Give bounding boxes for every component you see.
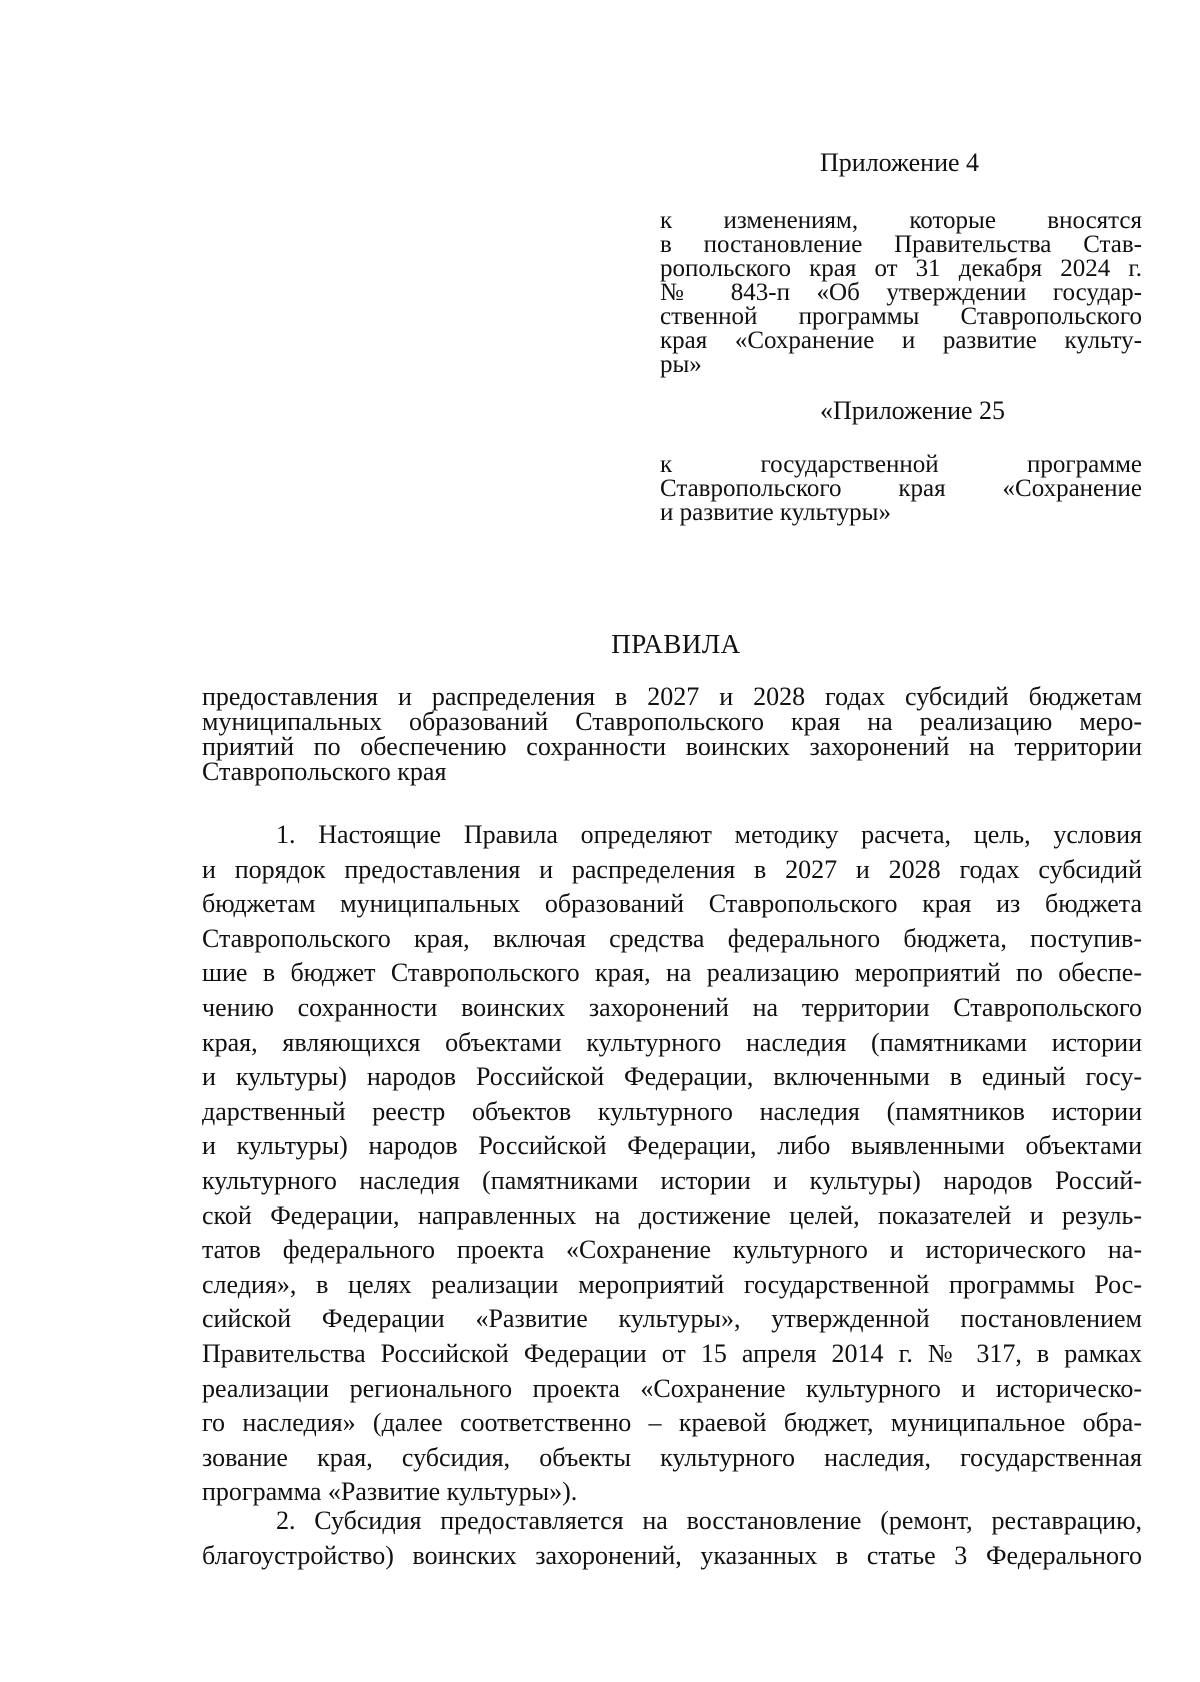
- appendix-reference-line: края «Сохранение и развитие культу-: [660, 327, 1142, 354]
- paragraph-line: края, являющихся объектами культурного наследия (памятниками истории: [202, 1027, 1142, 1057]
- subtitle-line: муниципальных образований Ставропольского края на реализацию меро-: [202, 707, 1142, 736]
- paragraph-line: бюджетам муниципальных образований Ставропольского края из бюджета: [202, 889, 1142, 919]
- sub-appendix-reference-line: и развитие культуры»: [660, 499, 891, 526]
- paragraph-line: программа «Развитие культуры»).: [202, 1477, 578, 1507]
- sub-appendix-reference-line: Ставропольского края «Сохранение: [660, 475, 1142, 502]
- sub-appendix-reference: [660, 453, 1142, 525]
- paragraph-line: дарственный реестр объектов культурного наследия (памятников истории: [202, 1096, 1142, 1126]
- appendix-reference-line: ры»: [660, 351, 702, 378]
- paragraph-line: шие в бюджет Ставропольского края, на реализацию мероприятий по обеспе-: [202, 958, 1142, 988]
- document-title: ПРАВИЛА: [611, 629, 741, 659]
- paragraph-1: [202, 818, 1142, 1510]
- appendix-reference-line: № 843-п «Об утверждении государ-: [660, 279, 1142, 306]
- paragraph-line: благоустройство) воинских захоронений, указанных в статье 3 Федерального: [202, 1540, 1142, 1570]
- paragraph-line: ской Федерации, направленных на достижение целей, показателей и резуль-: [202, 1200, 1142, 1230]
- paragraph-line: го наследия» (далее соответственно – краевой бюджет, муниципальное обра-: [202, 1408, 1142, 1438]
- appendix-reference-line: ропольского края от 31 декабря 2024 г.: [660, 255, 1142, 282]
- subtitle-line: приятий по обеспечению сохранности воинских захоронений на территории: [202, 732, 1142, 761]
- paragraph-line: и порядок предоставления и распределения в 2027 и 2028 годах субсидий: [202, 854, 1142, 884]
- paragraph-line: Правительства Российской Федерации от 15 апреля 2014 г. № 317, в рамках: [202, 1338, 1142, 1368]
- appendix-reference-line: к изменениям, которые вносятся: [660, 207, 1142, 234]
- paragraph-line: Ставропольского края, включая средства федерального бюджета, поступив-: [202, 923, 1142, 953]
- appendix-title: Приложение 4: [820, 148, 980, 177]
- paragraph-line: чению сохранности воинских захоронений на территории Ставропольского: [202, 992, 1142, 1022]
- paragraph-line: культурного наследия (памятниками истории и культуры) народов Россий-: [202, 1165, 1142, 1195]
- subtitle-line: предоставления и распределения в 2027 и 2028 годах субсидий бюджетам: [202, 682, 1142, 711]
- document-subtitle: [202, 684, 1142, 784]
- subtitle-line: Ставропольского края: [202, 757, 447, 786]
- paragraph-2: [202, 1504, 1142, 1573]
- paragraph-line: и культуры) народов Российской Федерации, либо выявленными объектами: [202, 1131, 1142, 1161]
- sub-appendix-title: «Приложение 25: [820, 396, 1006, 425]
- paragraph-line: зование края, субсидия, объекты культурного наследия, государственная: [202, 1442, 1142, 1472]
- paragraph-line: следия», в целях реализации мероприятий государственной программы Рос-: [202, 1269, 1142, 1299]
- paragraph-line: татов федерального проекта «Сохранение культурного и исторического на-: [202, 1235, 1142, 1265]
- paragraph-line: 1. Настоящие Правила определяют методику расчета, цель, условия: [276, 820, 1142, 849]
- appendix-reference: [660, 209, 1142, 377]
- appendix-reference-line: ственной программы Ставропольского: [660, 303, 1142, 330]
- paragraph-line: и культуры) народов Российской Федерации, включенными в единый госу-: [202, 1062, 1142, 1092]
- paragraph-line: реализации регионального проекта «Сохранение культурного и историческо-: [202, 1373, 1142, 1403]
- paragraph-line: сийской Федерации «Развитие культуры», утвержденной постановлением: [202, 1304, 1142, 1334]
- paragraph-line: 2. Субсидия предоставляется на восстановление (ремонт, реставрацию,: [276, 1506, 1142, 1535]
- appendix-reference-line: в постановление Правительства Став-: [660, 231, 1142, 258]
- sub-appendix-reference-line: к государственной программе: [660, 451, 1142, 478]
